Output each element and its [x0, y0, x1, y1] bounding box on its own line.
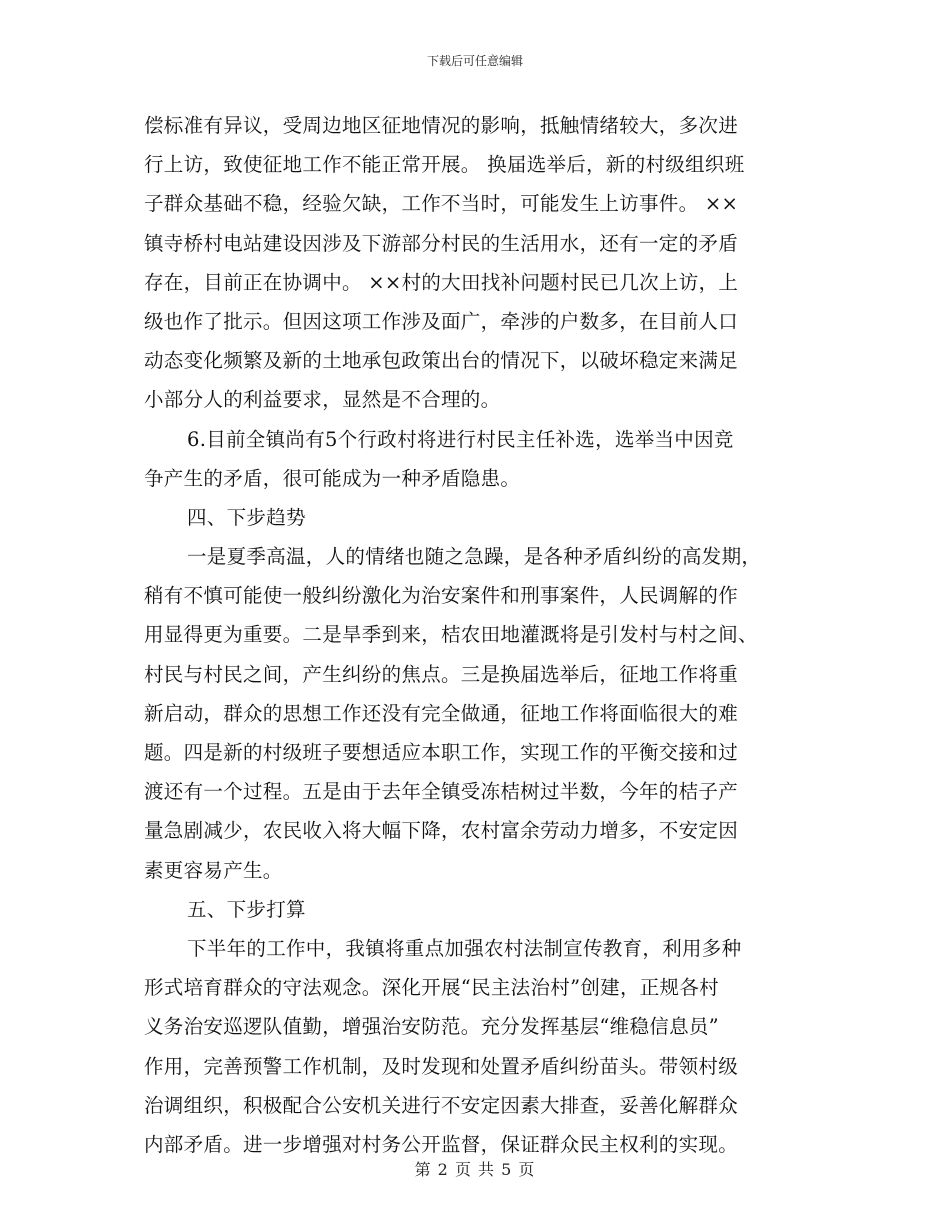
body-line: 形式培育群众的守法观念。深化开展“民主法治村”创建，正规各村	[144, 976, 719, 1000]
body-line: 行上访，致使征地工作不能正常开展。 换届选举后，新的村级组织班	[144, 153, 745, 177]
body-line: 争产生的矛盾，很可能成为一种矛盾隐患。	[144, 466, 521, 490]
body-line: 用显得更为重要。二是旱季到来，桔农田地灌溉将是引发村与村之间、	[144, 623, 758, 647]
section-heading: 四、下步趋势	[187, 505, 306, 529]
body-line: 新启动，群众的思想工作还没有完全做通，征地工作将面临很大的难	[144, 701, 739, 725]
body-line: 稍有不慎可能使一般纠纷激化为治安案件和刑事案件，人民调解的作	[144, 584, 739, 608]
page-header: 下载后可任意编辑	[426, 54, 523, 68]
document-body	[144, 106, 810, 1164]
body-line: 级也作了批示。但因这项工作涉及面广，牵涉的户数多，在目前人口	[144, 309, 739, 333]
body-line: 渡还有一个过程。五是由于去年全镇受冻桔树过半数，今年的桔子产	[144, 780, 739, 804]
body-line: 子群众基础不稳，经验欠缺，工作不当时，可能发生上访事件。 ××	[144, 192, 739, 216]
body-line: 治调组织，积极配合公安机关进行不安定因素大排查，妥善化解群众	[144, 1093, 739, 1117]
body-line: 小部分人的利益要求，显然是不合理的。	[144, 388, 501, 412]
body-line: 偿标准有异议，受周边地区征地情况的影响，抵触情绪较大，多次进	[144, 114, 739, 137]
section-heading: 五、下步打算	[187, 897, 306, 921]
body-line: 量急剧减少，农民收入将大幅下降，农村富余劳动力增多，不安定因	[144, 819, 739, 843]
body-line: 题。四是新的村级班子要想适应本职工作，实现工作的平衡交接和过	[144, 741, 739, 764]
page-footer: 第 2 页 共 5 页	[414, 1160, 536, 1179]
body-line: 镇寺桥村电站建设因涉及下游部分村民的生活用水，还有一定的矛盾	[144, 231, 739, 255]
paragraph-start-line: 一是夏季高温，人的情绪也随之急躁，是各种矛盾纠纷的高发期，	[187, 545, 762, 569]
body-line: 义务治安巡逻队值勤，增强治安防范。充分发挥基层“维稳信息员”	[144, 1015, 719, 1039]
body-line: 内部矛盾。进一步增强对村务公开监督，保证群众民主权利的实现。	[144, 1132, 739, 1156]
body-line: 素更容易产生。	[144, 858, 283, 882]
paragraph-start-line: 6.目前全镇尚有5个行政村将进行村民主任补选，选举当中因竞	[187, 427, 734, 451]
body-line: 动态变化频繁及新的土地承包政策出台的情况下，以破坏稳定来满足	[144, 349, 739, 373]
body-line: 存在，目前正在协调中。 ××村的大田找补问题村民已几次上访，上	[144, 270, 739, 294]
paragraph-start-line: 下半年的工作中，我镇将重点加强农村法制宣传教育，利用多种	[187, 936, 742, 960]
body-line: 作用，完善预警工作机制，及时发现和处置矛盾纠纷苗头。带领村级	[144, 1054, 739, 1078]
body-line: 村民与村民之间，产生纠纷的焦点。三是换届选举后，征地工作将重	[144, 662, 739, 686]
